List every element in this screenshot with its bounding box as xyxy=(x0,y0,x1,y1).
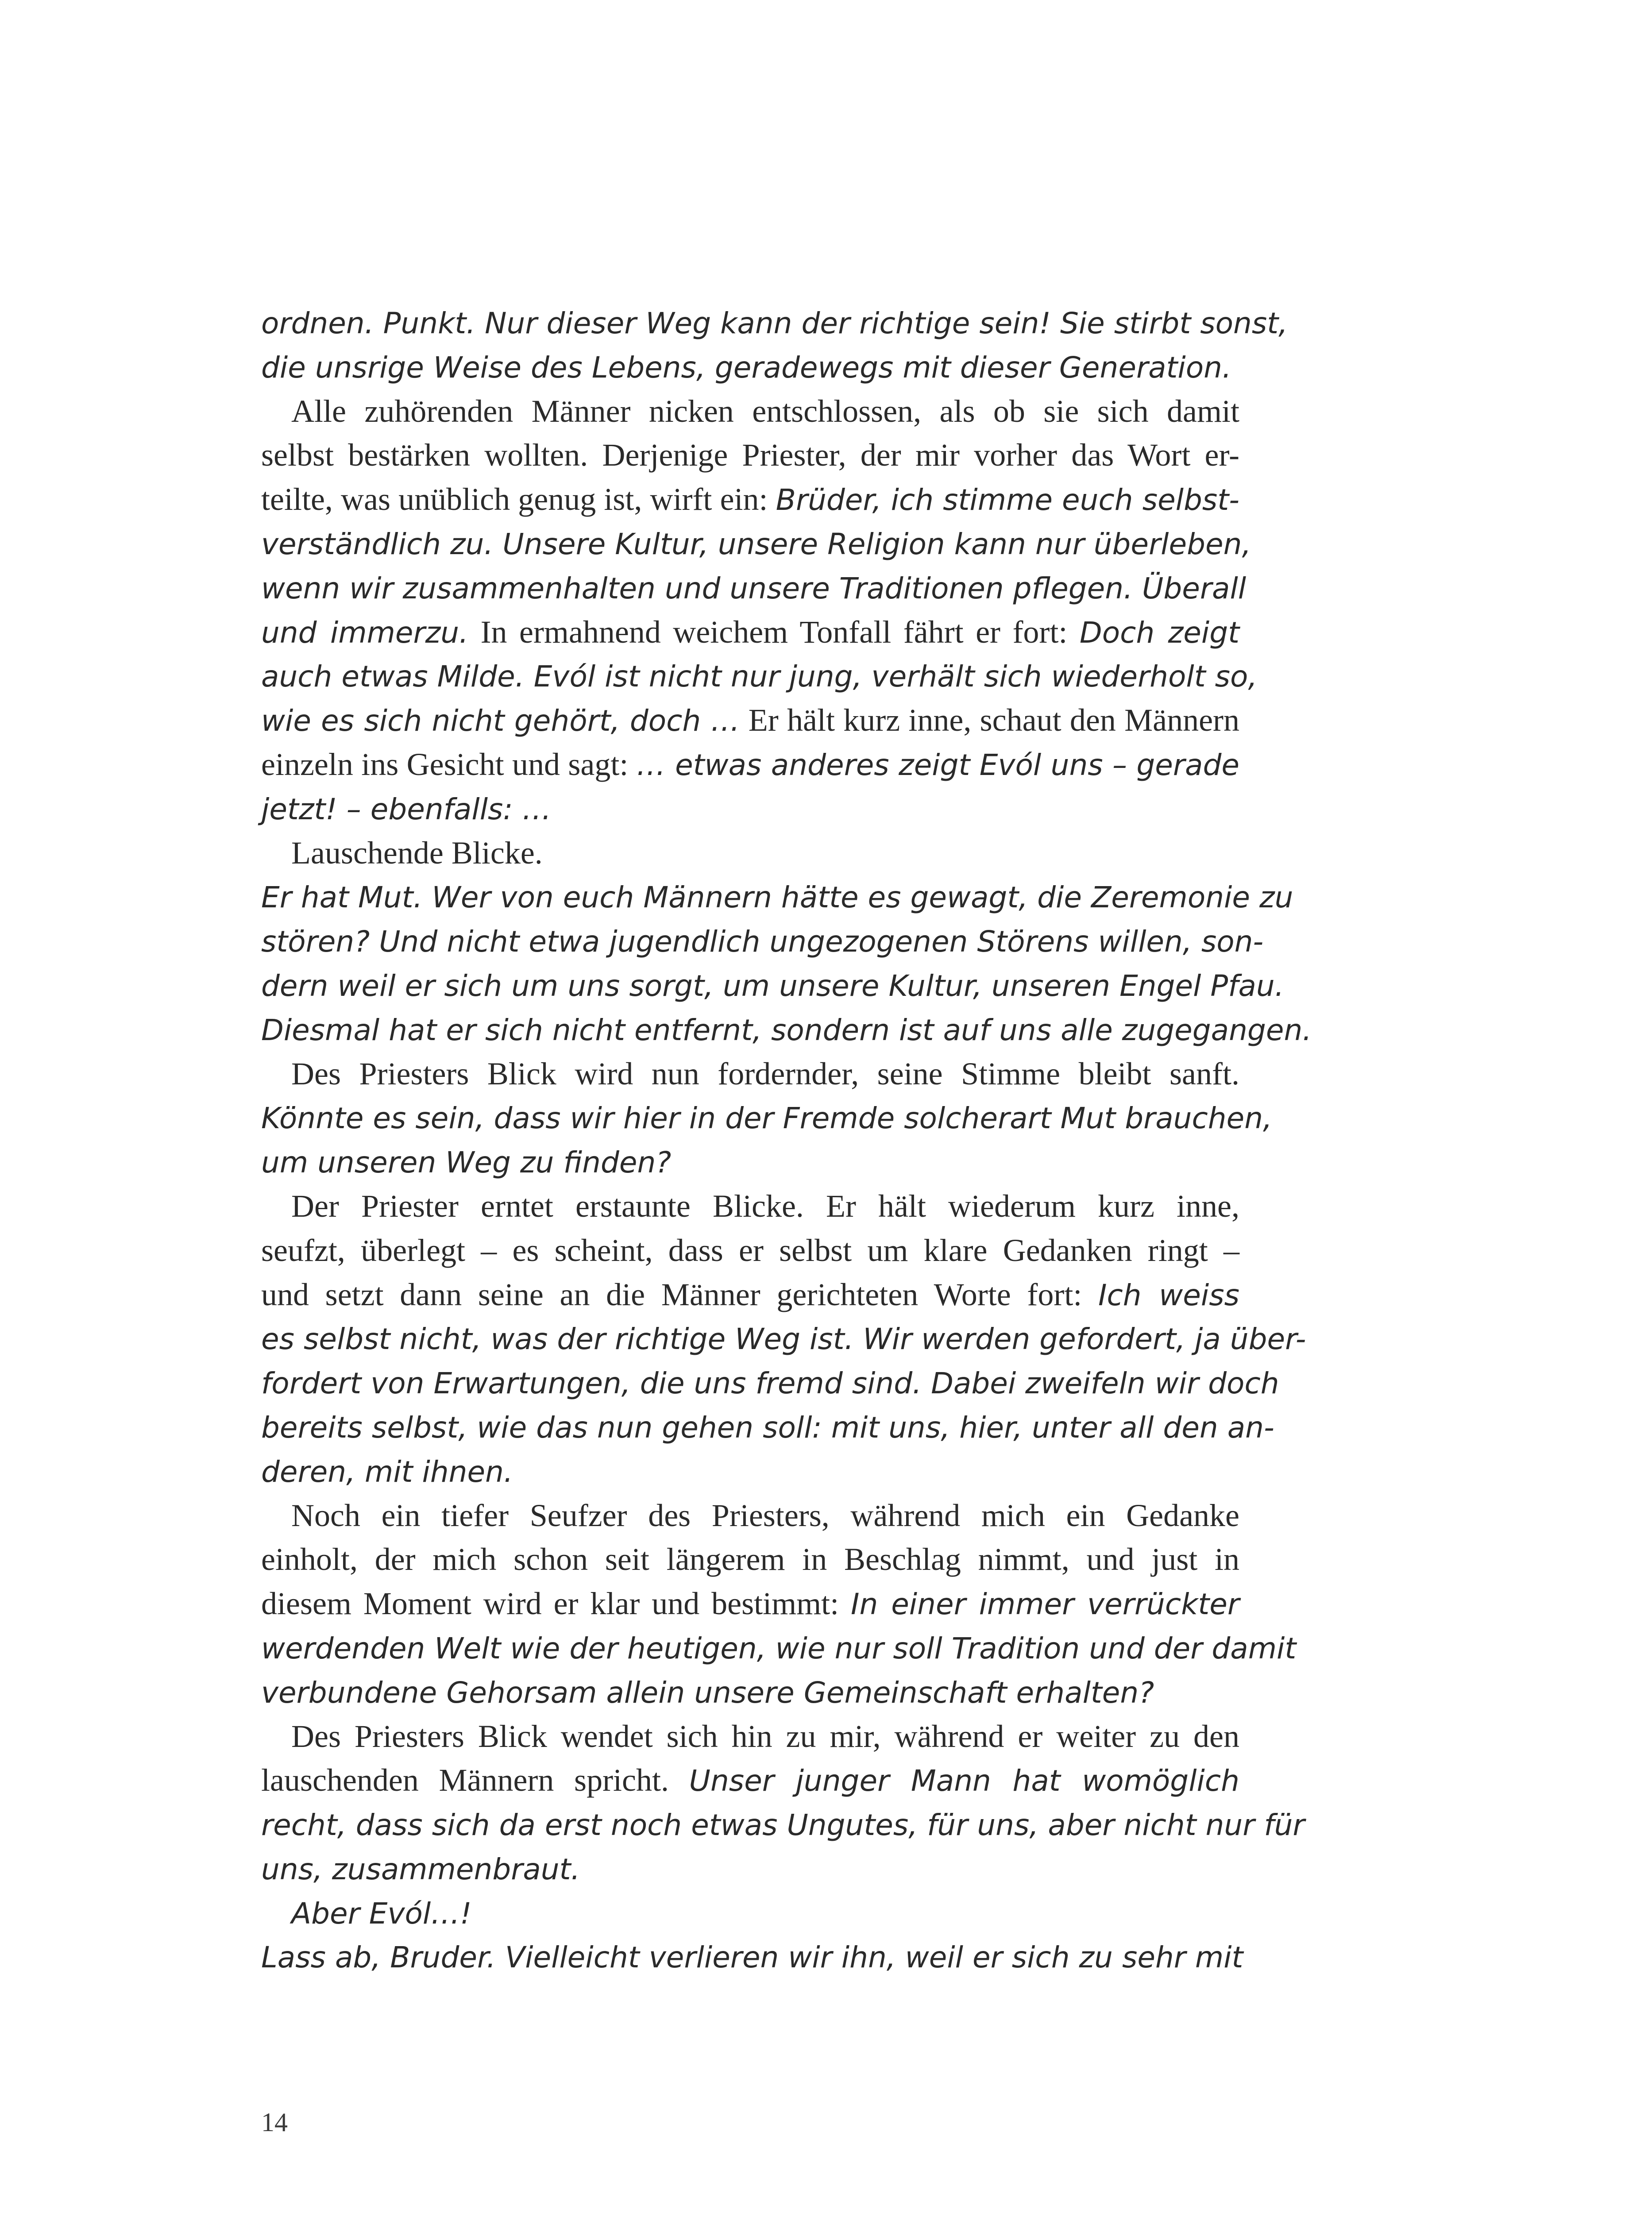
text-line xyxy=(261,1891,1239,1935)
text-line xyxy=(261,345,1239,389)
text-span: Des Priesters Blick wird nun fordernder, seine Stimme bleibt sanft. xyxy=(291,1056,1239,1091)
text-line xyxy=(261,787,1239,831)
text-span: Lauschende Blicke. xyxy=(291,835,543,871)
text-line xyxy=(261,1803,1305,1847)
italic-text-span: In einer immer verrückter xyxy=(851,1587,1240,1622)
italic-text-span: bereits selbst, wie das nun gehen soll: mit uns, hier, unter all den an- xyxy=(261,1410,1274,1445)
text-line xyxy=(261,1405,1274,1450)
italic-text-span: Doch zeigt xyxy=(1079,615,1240,650)
text-line xyxy=(261,1008,1312,1052)
text-line xyxy=(261,1140,1239,1184)
text-span: selbst bestärken wollten. Derjenige Priester, der mir vorher das Wort er- xyxy=(261,437,1239,473)
text-span: Er hält kurz inne, schaut den Männern xyxy=(740,702,1239,738)
italic-text-span: verbundene Gehorsam allein unsere Gemeinschaft erhalten? xyxy=(261,1675,1154,1710)
text-line xyxy=(261,1538,1239,1582)
italic-text-span: ordnen. Punkt. Nur dieser Weg kann der richtige sein! Sie stirbt sonst, xyxy=(261,306,1288,340)
italic-text-span: deren, mit ihnen. xyxy=(261,1454,513,1489)
italic-text-span: Ich weiss xyxy=(1098,1278,1239,1312)
text-span: einzeln ins Gesicht und sagt: xyxy=(261,746,637,782)
text-span: Der Priester erntet erstaunte Blicke. Er hält wiederum kurz inne, xyxy=(291,1188,1239,1224)
text-line xyxy=(261,698,1239,743)
italic-text-span: und immerzu. xyxy=(261,615,469,650)
text-span: Noch ein tiefer Seufzer des Priesters, während mich ein Gedanke xyxy=(291,1497,1239,1533)
italic-text-span: dern weil er sich um uns sorgt, um unsere Kultur, unseren Engel Pfau. xyxy=(261,968,1284,1003)
text-line xyxy=(261,566,1247,610)
italic-text-span: Diesmal hat er sich nicht entfernt, sondern ist auf uns alle zugegangen. xyxy=(261,1013,1312,1047)
italic-text-span: Er hat Mut. Wer von euch Männern hätte es gewagt, die Zeremonie zu xyxy=(261,880,1293,915)
italic-text-span: Aber Evól…! xyxy=(291,1896,472,1931)
text-span: In ermahnend weichem Tonfall fährt er fort: xyxy=(468,614,1080,650)
text-line xyxy=(261,654,1258,698)
italic-text-span: es selbst nicht, was der richtige Weg ist. Wir werden gefordert, ja über- xyxy=(261,1322,1306,1357)
italic-text-span: Lass ab, Bruder. Vielleicht verlieren wir ihn, weil er sich zu sehr mit xyxy=(261,1940,1243,1975)
italic-text-span: recht, dass sich da erst noch etwas Ungutes, für uns, aber nicht nur für xyxy=(261,1808,1305,1843)
text-line xyxy=(261,478,1239,522)
italic-text-span: verständlich zu. Unsere Kultur, unsere Religion kann nur überleben, xyxy=(261,527,1251,561)
body-text xyxy=(261,301,1312,1979)
text-line xyxy=(261,875,1293,919)
text-line xyxy=(261,433,1239,478)
italic-text-span: wenn wir zusammenhalten und unsere Traditionen pflegen. Überall xyxy=(261,571,1247,605)
italic-text-span: jetzt! – ebenfalls: … xyxy=(261,792,552,826)
text-line xyxy=(261,831,1239,875)
italic-text-span: stören? Und nicht etwa jugendlich ungezogenen Störens willen, son- xyxy=(261,925,1264,959)
italic-text-span: um unseren Weg zu finden? xyxy=(261,1145,672,1180)
text-span: und setzt dann seine an die Männer gerichteten Worte fort: xyxy=(261,1276,1099,1312)
text-line xyxy=(261,610,1239,655)
text-span: teilte, was unüblich genug ist, wirft ein: xyxy=(261,482,776,517)
text-line xyxy=(261,1715,1239,1759)
text-line xyxy=(261,301,1288,345)
text-line xyxy=(261,964,1284,1008)
italic-text-span: uns, zusammenbraut. xyxy=(261,1852,580,1886)
text-span: seufzt, überlegt – es scheint, dass er selbst um klare Gedanken ringt – xyxy=(261,1232,1239,1268)
text-line xyxy=(261,1935,1243,1979)
text-line xyxy=(261,1229,1239,1273)
page-number: 14 xyxy=(261,2108,288,2137)
text-line xyxy=(261,1052,1239,1096)
text-line xyxy=(261,1582,1239,1626)
text-span: Alle zuhörenden Männer nicken entschlossen, als ob sie sich damit xyxy=(291,393,1239,429)
italic-text-span: auch etwas Milde. Evól ist nicht nur jung, verhält sich wiederholt so, xyxy=(261,659,1258,694)
text-line xyxy=(261,1361,1279,1405)
text-line xyxy=(261,1626,1297,1670)
italic-text-span: die unsrige Weise des Lebens, geradewegs mit dieser Generation. xyxy=(261,350,1231,385)
text-line xyxy=(261,743,1239,787)
text-line xyxy=(261,389,1239,434)
italic-text-span: Könnte es sein, dass wir hier in der Fremde solcherart Mut brauchen, xyxy=(261,1101,1273,1136)
text-span: lauschenden Männern spricht. xyxy=(261,1762,689,1798)
italic-text-span: werdenden Welt wie der heutigen, wie nur soll Tradition und der damit xyxy=(261,1631,1297,1666)
text-line xyxy=(261,1450,1239,1494)
text-line xyxy=(261,522,1251,566)
text-line xyxy=(261,1317,1306,1361)
text-line xyxy=(261,1847,1239,1891)
text-span: einholt, der mich schon seit längerem in Beschlag nimmt, und just in xyxy=(261,1542,1239,1577)
italic-text-span: fordert von Erwartungen, die uns fremd sind. Dabei zweifeln wir doch xyxy=(261,1366,1279,1401)
text-line xyxy=(261,1670,1239,1715)
text-line xyxy=(261,1096,1273,1140)
italic-text-span: Brüder, ich stimme euch selbst- xyxy=(776,483,1239,517)
italic-text-span: wie es sich nicht gehört, doch … xyxy=(261,704,740,738)
text-line xyxy=(261,1273,1239,1317)
text-line xyxy=(261,1758,1239,1803)
text-span: Des Priesters Blick wendet sich hin zu mir, während er weiter zu den xyxy=(291,1718,1239,1754)
text-line xyxy=(261,1494,1239,1538)
text-line xyxy=(261,919,1264,964)
text-line xyxy=(261,1184,1239,1229)
italic-text-span: Unser junger Mann hat womöglich xyxy=(689,1764,1239,1798)
italic-text-span: … etwas anderes zeigt Evól uns – gerade xyxy=(636,748,1239,782)
text-span: diesem Moment wird er klar und bestimmt: xyxy=(261,1586,851,1622)
